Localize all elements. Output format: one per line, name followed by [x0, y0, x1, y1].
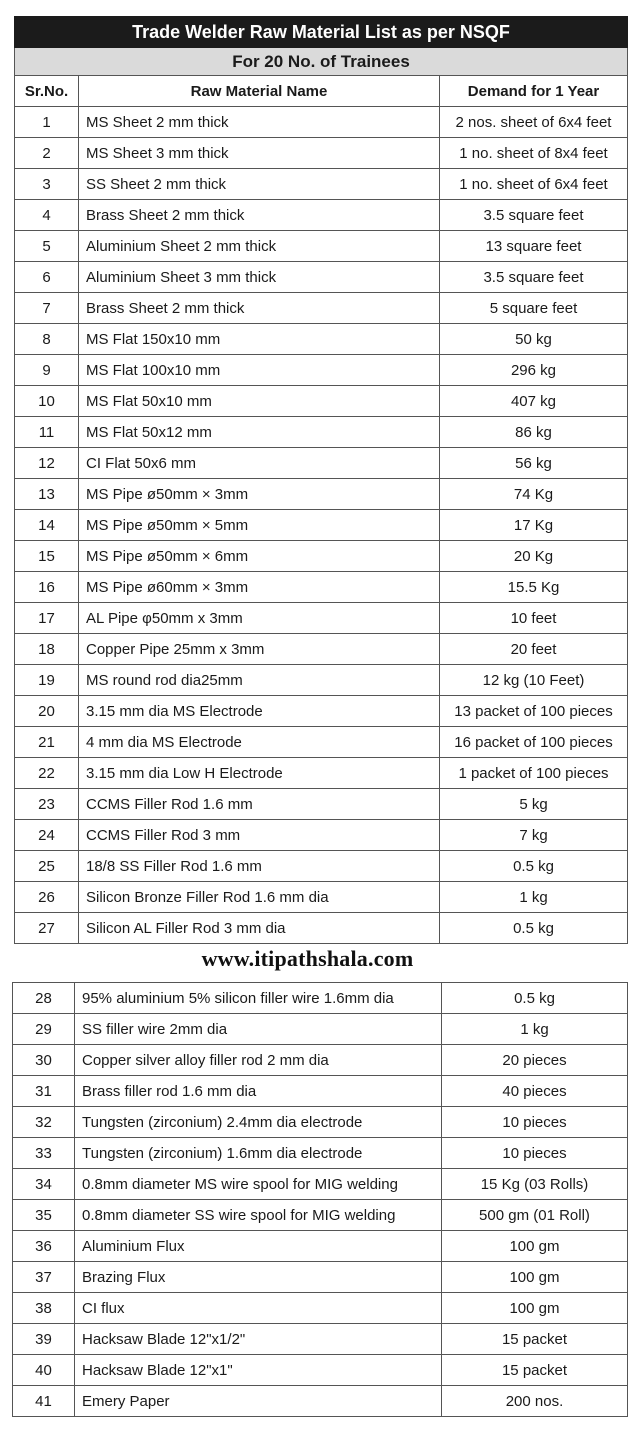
table-row: [13, 1169, 628, 1200]
table-row: [13, 1293, 628, 1324]
material-name-cell: Aluminium Sheet 2 mm thick: [79, 231, 440, 262]
table-row: [15, 200, 628, 231]
demand-cell: 15 Kg (03 Rolls): [442, 1169, 628, 1200]
material-name-cell: MS Pipe ø50mm × 6mm: [79, 541, 440, 572]
sr-no-cell: 7: [15, 293, 79, 324]
demand-cell: 10 feet: [440, 603, 628, 634]
table-row: [15, 386, 628, 417]
sr-no-cell: 14: [15, 510, 79, 541]
sr-no-cell: 4: [15, 200, 79, 231]
material-name-cell: Hacksaw Blade 12"x1/2": [75, 1324, 442, 1355]
sr-no-cell: 3: [15, 169, 79, 200]
demand-cell: 3.5 square feet: [440, 262, 628, 293]
table-row: [15, 293, 628, 324]
material-name-cell: Silicon Bronze Filler Rod 1.6 mm dia: [79, 882, 440, 913]
demand-cell: 1 no. sheet of 8x4 feet: [440, 138, 628, 169]
table-row: [15, 572, 628, 603]
table-row: [15, 882, 628, 913]
sr-no-cell: 17: [15, 603, 79, 634]
table-row: [15, 758, 628, 789]
material-name-cell: Silicon AL Filler Rod 3 mm dia: [79, 913, 440, 944]
table-row: [15, 324, 628, 355]
material-name-cell: CI Flat 50x6 mm: [79, 448, 440, 479]
table-row: [15, 789, 628, 820]
table-row: [13, 1076, 628, 1107]
sr-no-cell: 33: [13, 1138, 75, 1169]
demand-cell: 3.5 square feet: [440, 200, 628, 231]
table-body-part-1: [15, 107, 628, 944]
material-name-cell: SS Sheet 2 mm thick: [79, 169, 440, 200]
material-name-cell: MS Pipe ø50mm × 3mm: [79, 479, 440, 510]
sr-no-cell: 25: [15, 851, 79, 882]
table-body-part-2: [13, 983, 628, 1417]
demand-cell: 0.5 kg: [440, 851, 628, 882]
demand-cell: 100 gm: [442, 1262, 628, 1293]
demand-cell: 10 pieces: [442, 1107, 628, 1138]
material-name-cell: Emery Paper: [75, 1386, 442, 1417]
demand-cell: 40 pieces: [442, 1076, 628, 1107]
demand-cell: 5 kg: [440, 789, 628, 820]
sr-no-cell: 16: [15, 572, 79, 603]
table-row: [13, 1107, 628, 1138]
demand-cell: 20 Kg: [440, 541, 628, 572]
column-header-raw-material-name: Raw Material Name: [79, 76, 440, 107]
demand-cell: 2 nos. sheet of 6x4 feet: [440, 107, 628, 138]
material-name-cell: Tungsten (zirconium) 1.6mm dia electrode: [75, 1138, 442, 1169]
material-name-cell: 0.8mm diameter SS wire spool for MIG welding: [75, 1200, 442, 1231]
demand-cell: 12 kg (10 Feet): [440, 665, 628, 696]
material-name-cell: 18/8 SS Filler Rod 1.6 mm: [79, 851, 440, 882]
sr-no-cell: 18: [15, 634, 79, 665]
material-name-cell: 3.15 mm dia Low H Electrode: [79, 758, 440, 789]
sr-no-cell: 22: [15, 758, 79, 789]
table-row: [13, 983, 628, 1014]
demand-cell: 1 packet of 100 pieces: [440, 758, 628, 789]
demand-cell: 10 pieces: [442, 1138, 628, 1169]
table-row: [13, 1045, 628, 1076]
sr-no-cell: 39: [13, 1324, 75, 1355]
table-row: [13, 1386, 628, 1417]
demand-cell: 16 packet of 100 pieces: [440, 727, 628, 758]
material-name-cell: MS Pipe ø50mm × 5mm: [79, 510, 440, 541]
table-row: [15, 727, 628, 758]
demand-cell: 15 packet: [442, 1355, 628, 1386]
material-name-cell: Copper silver alloy filler rod 2 mm dia: [75, 1045, 442, 1076]
table-row: [15, 417, 628, 448]
demand-cell: 0.5 kg: [440, 913, 628, 944]
sr-no-cell: 38: [13, 1293, 75, 1324]
demand-cell: 100 gm: [442, 1293, 628, 1324]
demand-cell: 0.5 kg: [442, 983, 628, 1014]
table-row: [15, 479, 628, 510]
table-title: Trade Welder Raw Material List as per NSQF: [15, 17, 628, 48]
sr-no-cell: 8: [15, 324, 79, 355]
sr-no-cell: 28: [13, 983, 75, 1014]
sr-no-cell: 36: [13, 1231, 75, 1262]
material-name-cell: MS Sheet 2 mm thick: [79, 107, 440, 138]
material-name-cell: MS Flat 150x10 mm: [79, 324, 440, 355]
sr-no-cell: 30: [13, 1045, 75, 1076]
material-name-cell: Aluminium Flux: [75, 1231, 442, 1262]
demand-cell: 5 square feet: [440, 293, 628, 324]
material-name-cell: Tungsten (zirconium) 2.4mm dia electrode: [75, 1107, 442, 1138]
material-name-cell: Brass Sheet 2 mm thick: [79, 200, 440, 231]
table-row: [15, 913, 628, 944]
material-name-cell: MS round rod dia25mm: [79, 665, 440, 696]
material-name-cell: Brass Sheet 2 mm thick: [79, 293, 440, 324]
demand-cell: 15.5 Kg: [440, 572, 628, 603]
sr-no-cell: 35: [13, 1200, 75, 1231]
demand-cell: 500 gm (01 Roll): [442, 1200, 628, 1231]
sr-no-cell: 26: [15, 882, 79, 913]
table-row: [13, 1138, 628, 1169]
demand-cell: 13 packet of 100 pieces: [440, 696, 628, 727]
column-header-demand: Demand for 1 Year: [440, 76, 628, 107]
sr-no-cell: 32: [13, 1107, 75, 1138]
sr-no-cell: 31: [13, 1076, 75, 1107]
demand-cell: 20 feet: [440, 634, 628, 665]
table-row: [13, 1014, 628, 1045]
material-name-cell: CCMS Filler Rod 1.6 mm: [79, 789, 440, 820]
table-row: [15, 851, 628, 882]
table-row: [15, 541, 628, 572]
table-row: [15, 169, 628, 200]
material-name-cell: 0.8mm diameter MS wire spool for MIG welding: [75, 1169, 442, 1200]
demand-cell: 407 kg: [440, 386, 628, 417]
demand-cell: 1 kg: [442, 1014, 628, 1045]
table-row: [15, 634, 628, 665]
sr-no-cell: 12: [15, 448, 79, 479]
material-name-cell: 3.15 mm dia MS Electrode: [79, 696, 440, 727]
table-row: [15, 603, 628, 634]
material-name-cell: MS Flat 50x12 mm: [79, 417, 440, 448]
material-name-cell: MS Flat 50x10 mm: [79, 386, 440, 417]
sr-no-cell: 41: [13, 1386, 75, 1417]
material-name-cell: 95% aluminium 5% silicon filler wire 1.6mm dia: [75, 983, 442, 1014]
sr-no-cell: 2: [15, 138, 79, 169]
demand-cell: 50 kg: [440, 324, 628, 355]
material-name-cell: MS Sheet 3 mm thick: [79, 138, 440, 169]
sr-no-cell: 19: [15, 665, 79, 696]
demand-cell: 1 no. sheet of 6x4 feet: [440, 169, 628, 200]
table-row: [13, 1231, 628, 1262]
demand-cell: 100 gm: [442, 1231, 628, 1262]
demand-cell: 17 Kg: [440, 510, 628, 541]
demand-cell: 1 kg: [440, 882, 628, 913]
table-row: [13, 1200, 628, 1231]
demand-cell: 200 nos.: [442, 1386, 628, 1417]
sr-no-cell: 13: [15, 479, 79, 510]
demand-cell: 13 square feet: [440, 231, 628, 262]
table-row: [13, 1262, 628, 1293]
sr-no-cell: 9: [15, 355, 79, 386]
material-name-cell: AL Pipe φ50mm x 3mm: [79, 603, 440, 634]
material-name-cell: Aluminium Sheet 3 mm thick: [79, 262, 440, 293]
demand-cell: 296 kg: [440, 355, 628, 386]
sr-no-cell: 10: [15, 386, 79, 417]
material-name-cell: Brazing Flux: [75, 1262, 442, 1293]
sr-no-cell: 40: [13, 1355, 75, 1386]
table-row: [13, 1355, 628, 1386]
material-name-cell: Brass filler rod 1.6 mm dia: [75, 1076, 442, 1107]
sr-no-cell: 20: [15, 696, 79, 727]
table-row: [15, 262, 628, 293]
sr-no-cell: 6: [15, 262, 79, 293]
material-name-cell: Copper Pipe 25mm x 3mm: [79, 634, 440, 665]
demand-cell: 74 Kg: [440, 479, 628, 510]
table-row: [15, 820, 628, 851]
table-row: [15, 231, 628, 262]
sr-no-cell: 15: [15, 541, 79, 572]
sr-no-cell: 24: [15, 820, 79, 851]
table-row: [15, 355, 628, 386]
table-subtitle: For 20 No. of Trainees: [15, 48, 628, 76]
material-name-cell: SS filler wire 2mm dia: [75, 1014, 442, 1045]
demand-cell: 7 kg: [440, 820, 628, 851]
material-name-cell: MS Flat 100x10 mm: [79, 355, 440, 386]
material-name-cell: 4 mm dia MS Electrode: [79, 727, 440, 758]
material-name-cell: Hacksaw Blade 12"x1": [75, 1355, 442, 1386]
raw-material-table-part-2: [12, 982, 628, 1417]
sr-no-cell: 1: [15, 107, 79, 138]
website-watermark: www.itipathshala.com: [201, 946, 414, 971]
sr-no-cell: 37: [13, 1262, 75, 1293]
table-row: [15, 448, 628, 479]
sr-no-cell: 21: [15, 727, 79, 758]
table-row: [15, 665, 628, 696]
raw-material-table-part-1: [14, 16, 628, 944]
table-row: [15, 696, 628, 727]
table-row: [15, 107, 628, 138]
demand-cell: 20 pieces: [442, 1045, 628, 1076]
material-name-cell: MS Pipe ø60mm × 3mm: [79, 572, 440, 603]
demand-cell: 15 packet: [442, 1324, 628, 1355]
table-row: [15, 138, 628, 169]
demand-cell: 86 kg: [440, 417, 628, 448]
sr-no-cell: 11: [15, 417, 79, 448]
sr-no-cell: 5: [15, 231, 79, 262]
sr-no-cell: 27: [15, 913, 79, 944]
material-name-cell: CI flux: [75, 1293, 442, 1324]
table-row: [13, 1324, 628, 1355]
sr-no-cell: 29: [13, 1014, 75, 1045]
sr-no-cell: 23: [15, 789, 79, 820]
table-row: [15, 510, 628, 541]
sr-no-cell: 34: [13, 1169, 75, 1200]
demand-cell: 56 kg: [440, 448, 628, 479]
material-name-cell: CCMS Filler Rod 3 mm: [79, 820, 440, 851]
column-header-sr-no: Sr.No.: [15, 76, 79, 107]
